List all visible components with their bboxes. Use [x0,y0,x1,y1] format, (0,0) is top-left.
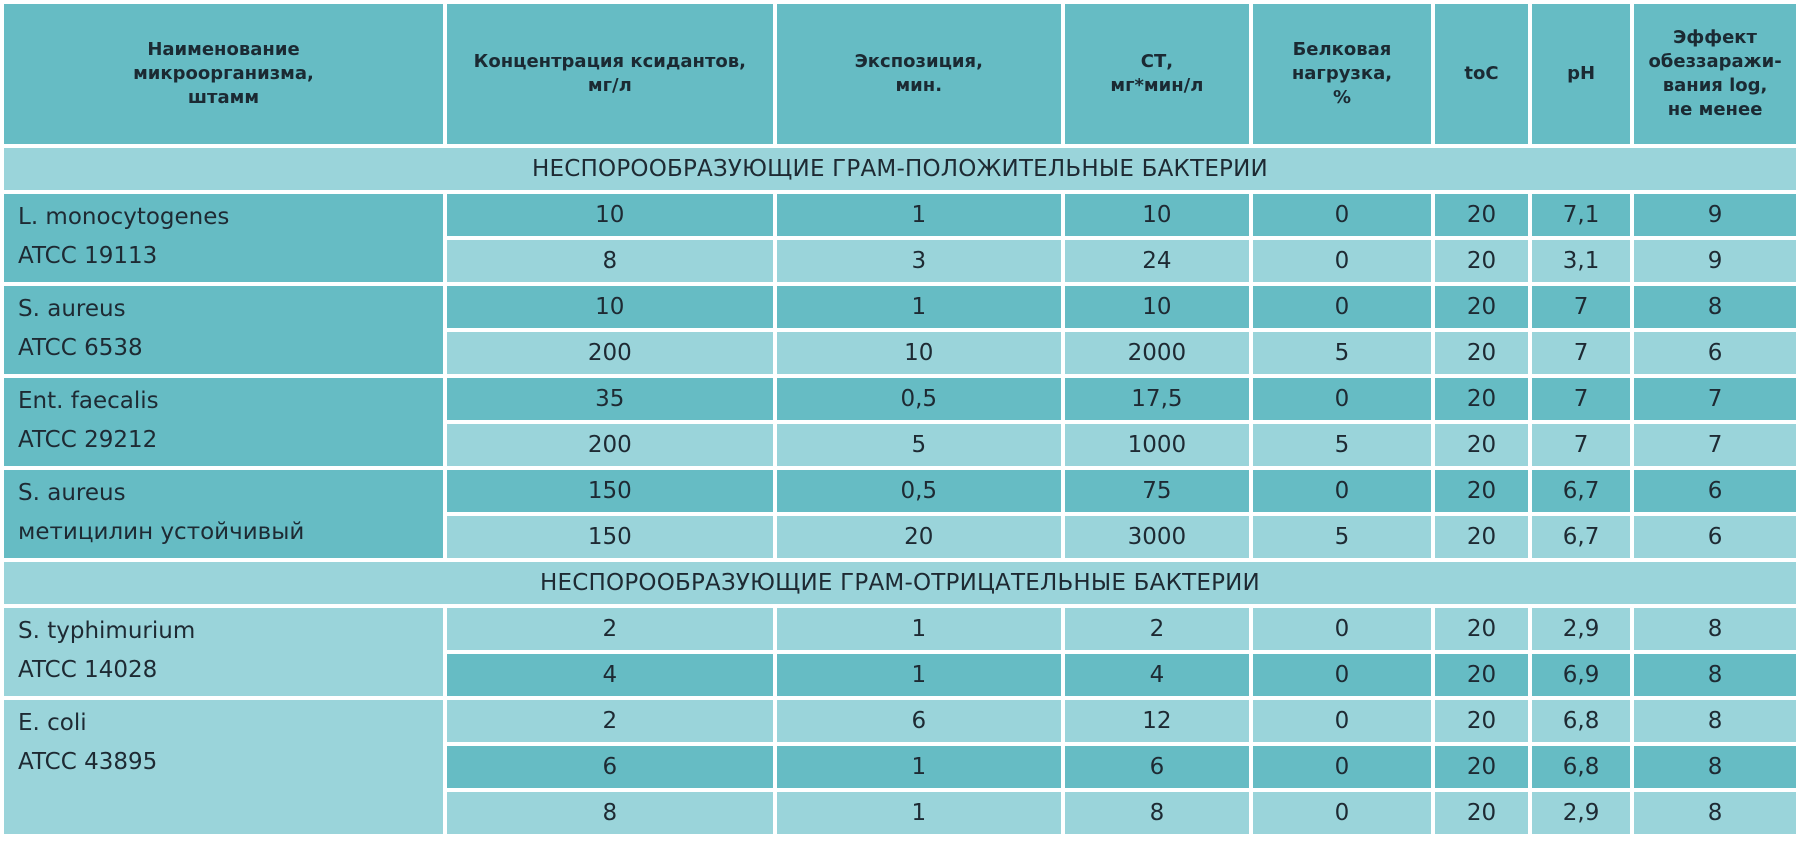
header-exposure: Экспозиция, мин. [777,4,1061,144]
table-cell: 8 [1634,792,1796,834]
table-cell: 8 [447,240,773,282]
table-cell: 5 [777,424,1061,466]
table-row [4,194,1796,236]
table-cell: 10 [447,286,773,328]
table-cell: 1000 [1065,424,1249,466]
table-cell: 9 [1634,194,1796,236]
table-cell: 7 [1634,424,1796,466]
table-cell: 8 [1634,654,1796,696]
table-cell: 6,7 [1532,516,1630,558]
table-body [4,148,1796,834]
section-row-gram-positive [4,148,1796,190]
table-cell: 2000 [1065,332,1249,374]
table-cell: 20 [1435,240,1528,282]
section-row-gram-negative [4,562,1796,604]
table-cell: 6 [1065,746,1249,788]
table-cell: 20 [1435,516,1528,558]
header-ph: pH [1532,4,1630,144]
table-cell: 8 [1634,286,1796,328]
organism-name-cell: S. aureus ATCC 6538 [4,286,443,374]
table-cell: 20 [1435,746,1528,788]
table-cell: 6,8 [1532,700,1630,742]
table-cell: 10 [447,194,773,236]
table-cell: 6 [1634,470,1796,512]
table-cell: 5 [1253,424,1431,466]
table-cell: 6,9 [1532,654,1630,696]
table-cell: 8 [1634,746,1796,788]
table-cell: 7 [1532,378,1630,420]
header-concentration: Концентрация ксидантов, мг/л [447,4,773,144]
table-cell: 0 [1253,378,1431,420]
table-cell: 2,9 [1532,792,1630,834]
table-cell: 0 [1253,746,1431,788]
table-cell: 1 [777,792,1061,834]
table-cell: 4 [447,654,773,696]
table-cell: 20 [1435,608,1528,650]
table-cell: 0 [1253,240,1431,282]
table-cell: 8 [1634,700,1796,742]
table-cell: 6,7 [1532,470,1630,512]
table-cell: 17,5 [1065,378,1249,420]
table-cell: 20 [1435,378,1528,420]
table-cell: 1 [777,286,1061,328]
table-row [4,700,1796,742]
table-cell: 20 [1435,792,1528,834]
table-cell: 7 [1532,424,1630,466]
table-cell: 6 [1634,332,1796,374]
table-cell: 0,5 [777,378,1061,420]
table-cell: 0,5 [777,470,1061,512]
table-row [4,378,1796,420]
table-cell: 12 [1065,700,1249,742]
table-cell: 0 [1253,654,1431,696]
section-title: НЕСПОРООБРАЗУЮЩИЕ ГРАМ-ПОЛОЖИТЕЛЬНЫЕ БАКТЕРИИ [4,148,1796,190]
header-effect: Эффект обеззаражи- вания log, не менее [1634,4,1796,144]
table-row [4,286,1796,328]
table-cell: 7 [1532,332,1630,374]
table-cell: 3 [777,240,1061,282]
organism-name-cell: Ent. faecalis ATCC 29212 [4,378,443,466]
header-ct: СТ, мг*мин/л [1065,4,1249,144]
table-cell: 10 [777,332,1061,374]
table-cell: 20 [1435,332,1528,374]
table-cell: 6,8 [1532,746,1630,788]
table-cell: 20 [777,516,1061,558]
table-cell: 35 [447,378,773,420]
table-cell: 5 [1253,516,1431,558]
table-cell: 8 [1634,608,1796,650]
table-cell: 150 [447,516,773,558]
table-cell: 7 [1634,378,1796,420]
table-cell: 0 [1253,700,1431,742]
table-cell: 4 [1065,654,1249,696]
table-cell: 0 [1253,286,1431,328]
table-cell: 20 [1435,424,1528,466]
table-cell: 0 [1253,470,1431,512]
table-cell: 6 [447,746,773,788]
table-cell: 7,1 [1532,194,1630,236]
table-cell: 6 [777,700,1061,742]
table-cell: 1 [777,746,1061,788]
table-cell: 2 [447,700,773,742]
table-cell: 150 [447,470,773,512]
table-cell: 2,9 [1532,608,1630,650]
table-cell: 10 [1065,194,1249,236]
table-cell: 8 [1065,792,1249,834]
table-cell: 10 [1065,286,1249,328]
table-cell: 20 [1435,286,1528,328]
table-cell: 200 [447,332,773,374]
section-title: НЕСПОРООБРАЗУЮЩИЕ ГРАМ-ОТРИЦАТЕЛЬНЫЕ БАКТЕРИИ [4,562,1796,604]
table-cell: 0 [1253,792,1431,834]
header-protein-load: Белковая нагрузка, % [1253,4,1431,144]
table-cell: 7 [1532,286,1630,328]
table-cell: 1 [777,194,1061,236]
organism-name-cell: L. monocytogenes ATCC 19113 [4,194,443,282]
table-cell: 2 [1065,608,1249,650]
table-cell: 6 [1634,516,1796,558]
header-row [4,4,1796,144]
table-cell: 1 [777,608,1061,650]
organism-name-cell: E. coli ATCC 43895 [4,700,443,834]
table-row [4,608,1796,650]
table-cell: 0 [1253,608,1431,650]
table-cell: 2 [447,608,773,650]
table-cell: 20 [1435,654,1528,696]
table-cell: 5 [1253,332,1431,374]
table-cell: 9 [1634,240,1796,282]
header-name: Наименование микроорганизма, штамм [4,4,443,144]
table-cell: 8 [447,792,773,834]
table-cell: 0 [1253,194,1431,236]
table-cell: 200 [447,424,773,466]
table-cell: 1 [777,654,1061,696]
table-cell: 3,1 [1532,240,1630,282]
table-cell: 24 [1065,240,1249,282]
table-cell: 20 [1435,470,1528,512]
table-cell: 3000 [1065,516,1249,558]
table-cell: 75 [1065,470,1249,512]
organism-name-cell: S. aureus метицилин устойчивый [4,470,443,558]
table-row [4,470,1796,512]
table-cell: 20 [1435,700,1528,742]
table-cell: 20 [1435,194,1528,236]
header-temperature: toC [1435,4,1528,144]
organism-name-cell: S. typhimurium ATCC 14028 [4,608,443,696]
